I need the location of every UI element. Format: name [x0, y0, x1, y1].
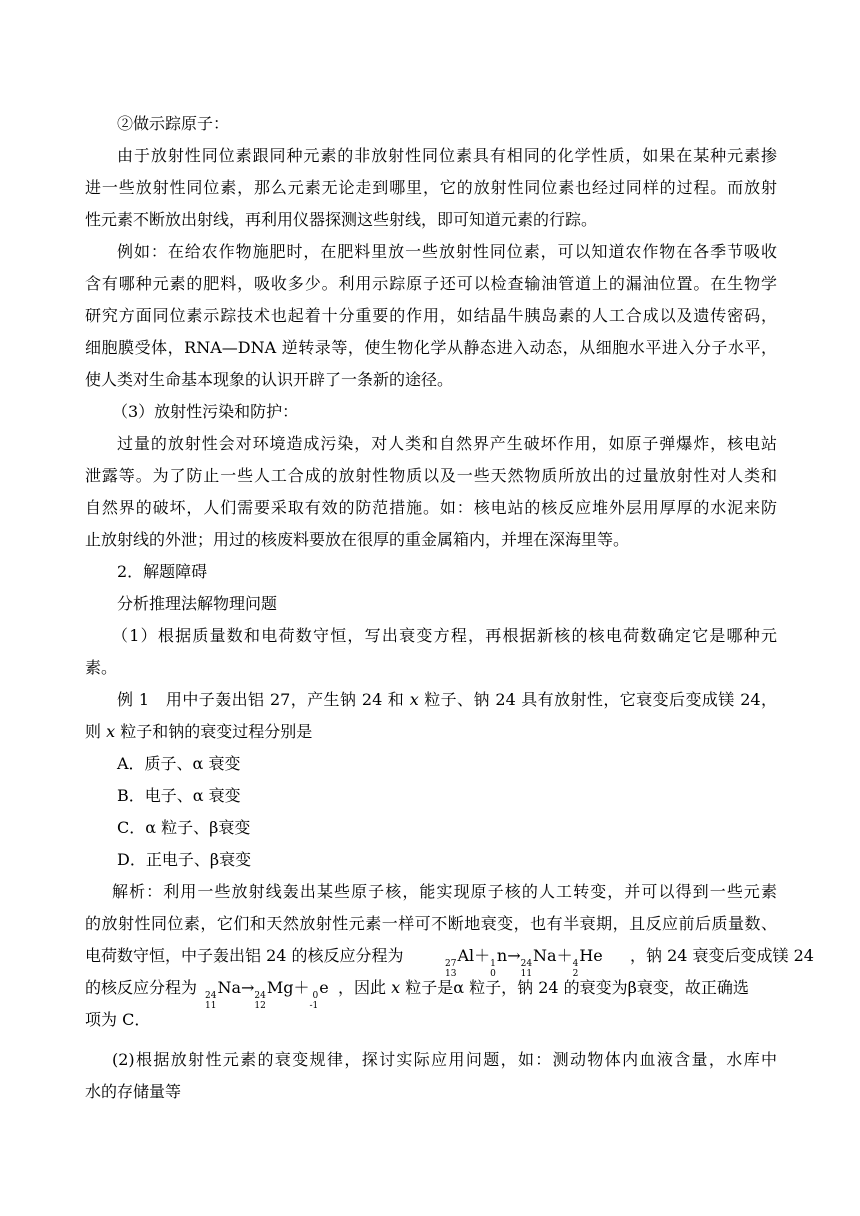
atomic-number: 0 [490, 969, 496, 979]
arrow-icon: → [507, 946, 521, 965]
example-question-text [117, 684, 777, 716]
mass-number: 0 [312, 991, 319, 1001]
paragraph-line [0, 620, 860, 652]
text-line: 性元素不断放出射线，再利用仪器探测这些射线，即可知道元素的行踪。 [85, 210, 598, 229]
mass-number: 24 [520, 959, 533, 969]
text-line: ②做示踪原子： [117, 114, 230, 133]
mass-number: 27 [445, 959, 457, 969]
paragraph-line [0, 236, 860, 268]
arrow-icon: → [241, 978, 255, 997]
variable-x: x [106, 722, 116, 741]
text-line: 例如：在给农作物施肥时，在肥料里放一些放射性同位素，可以知道农作物在各季节吸收 [117, 242, 777, 261]
text-line: 水的存储量等 [85, 1082, 182, 1101]
analysis-line-equation-2 [0, 972, 860, 1011]
paragraph-line [0, 524, 860, 556]
text-run: ，因此 [338, 978, 392, 997]
option-b [0, 780, 860, 812]
text-line: 自然界的破坏，人们需要采取有效的防范措施。如：核电站的核反应堆外层用厚厚的水泥来防 [85, 498, 777, 517]
atomic-number: 13 [445, 969, 457, 979]
text-line: 项为 C． [85, 1010, 151, 1029]
option-text: D．正电子、β衰变 [117, 850, 252, 869]
text-line: （3）放射性污染和防护： [112, 402, 299, 421]
paragraph-line [0, 460, 860, 492]
text-run: 则 [85, 722, 107, 741]
text-run: 例 1 用中子轰出铝 27，产生钠 24 和 [117, 690, 410, 709]
text-line: (2)根据放射性元素的衰变规律，探讨实际应用问题，如：测动物体内血液含量，水库中 [112, 1050, 777, 1069]
text-line: 过量的放射性会对环境造成污染，对人类和自然界产生破坏作用，如原子弹爆炸，核电站 [117, 434, 777, 453]
mass-number: 24 [254, 991, 266, 1001]
plus-sign: ＋ [556, 946, 573, 965]
analysis-line [0, 908, 860, 940]
text-run: ，钠 24 衰变后变成镁 24 [630, 946, 814, 965]
paragraph-line [0, 268, 860, 300]
text-run-group [338, 972, 749, 1004]
option-a [0, 748, 860, 780]
option-text: A．质子、α 衰变 [117, 754, 241, 773]
mass-number: 24 [205, 991, 217, 1001]
element-symbol: e [319, 978, 329, 997]
analysis-line-equation-1 [0, 940, 860, 979]
plus-sign: ＋ [474, 946, 491, 965]
paragraph-line [0, 332, 860, 364]
text-line: 使人类对生命基本现象的认识开辟了一条新的途径。 [85, 370, 454, 389]
text-run: 电荷数守恒，中子轰出铝 24 的核反应分程为 [85, 946, 404, 965]
element-symbol: Na [533, 946, 557, 965]
variable-x: x [409, 690, 419, 709]
section-heading-tracer [0, 108, 860, 140]
text-run: 粒子和钠的衰变过程分别是 [115, 722, 313, 741]
analysis-line [0, 1004, 860, 1036]
example-question-text [85, 716, 312, 748]
atomic-number: 2 [572, 969, 579, 979]
atomic-number: 12 [254, 1001, 266, 1011]
section-heading-obstacle [0, 556, 860, 588]
mass-number: 4 [572, 959, 579, 969]
paragraph-line [0, 652, 860, 684]
paragraph-line [0, 1076, 860, 1108]
text-line: 进一些放射性同位素，那么元素无论走到哪里，它的放射性同位素也经过同样的过程。而放射 [85, 178, 777, 197]
text-line: （1）根据质量数和电荷数守恒，写出衰变方程，再根据新核的核电荷数确定它是哪种元 [112, 626, 777, 645]
paragraph-line [0, 428, 860, 460]
text-line: 止放射线的外泄；用过的核废料要放在很厚的重金属箱内，并埋在深海里等。 [85, 530, 630, 549]
section-heading-pollution [0, 396, 860, 428]
text-line: 泄露等。为了防止一些人工合成的放射性物质以及一些天然物质所放出的过量放射性对人类和 [85, 466, 777, 485]
paragraph-line [0, 172, 860, 204]
text-line: 含有哪种元素的肥料，吸收多少。利用示踪原子还可以检查输油管道上的漏油位置。在生物学 [85, 274, 777, 293]
example-question-line [0, 684, 860, 716]
text-line: 素。 [85, 658, 118, 677]
text-line: 研究方面同位素示踪技术也起着十分重要的作用，如结晶牛胰岛素的人工合成以及遗传密码， [85, 306, 777, 325]
text-line: 分析推理法解物理问题 [117, 594, 278, 613]
atomic-number: 11 [205, 1001, 217, 1011]
paragraph-line [0, 300, 860, 332]
text-run: 的核反应分程为 [85, 978, 198, 997]
option-d [0, 844, 860, 876]
atomic-number: 11 [520, 969, 533, 979]
text-line: 细胞膜受体，RNA—DNA 逆转录等，使生物化学从静态进入动态，从细胞水平进入分子水平， [85, 338, 777, 357]
variable-x: x [391, 978, 401, 997]
text-run: 粒子、钠 24 具有放射性，它衰变后变成镁 24， [418, 690, 777, 709]
text-line: 由于放射性同位素跟同种元素的非放射性同位素具有相同的化学性质，如果在某种元素掺 [117, 146, 777, 165]
paragraph-line [0, 204, 860, 236]
paragraph-line [0, 140, 860, 172]
example-question-line [0, 716, 860, 748]
option-c [0, 812, 860, 844]
element-symbol: He [579, 946, 603, 965]
element-symbol: Mg [266, 978, 294, 997]
text-line: 2．解题障碍 [117, 562, 208, 581]
section-subheading [0, 588, 860, 620]
paragraph-line [0, 1044, 860, 1076]
text-line: 的放射性同位素，它们和天然放射性元素一样可不断地衰变，也有半衰期，且反应前后质量数、 [85, 914, 777, 933]
plus-sign: ＋ [293, 978, 310, 997]
option-text: B．电子、α 衰变 [117, 786, 241, 805]
text-run: 粒子是α 粒子，钠 24 的衰变为β衰变，故正确选 [400, 978, 749, 997]
paragraph-line [0, 364, 860, 396]
analysis-line [0, 876, 860, 908]
element-symbol: n [496, 946, 508, 965]
paragraph-line [0, 492, 860, 524]
option-text: C．α 粒子、β衰变 [117, 818, 251, 837]
element-symbol: Al [457, 946, 475, 965]
atomic-number: -1 [309, 1001, 319, 1011]
element-symbol: Na [217, 978, 241, 997]
mass-number: 1 [490, 959, 496, 969]
text-line: 解析：利用一些放射线轰出某些原子核，能实现原子核的人工转变，并可以得到一些元素 [112, 882, 777, 901]
